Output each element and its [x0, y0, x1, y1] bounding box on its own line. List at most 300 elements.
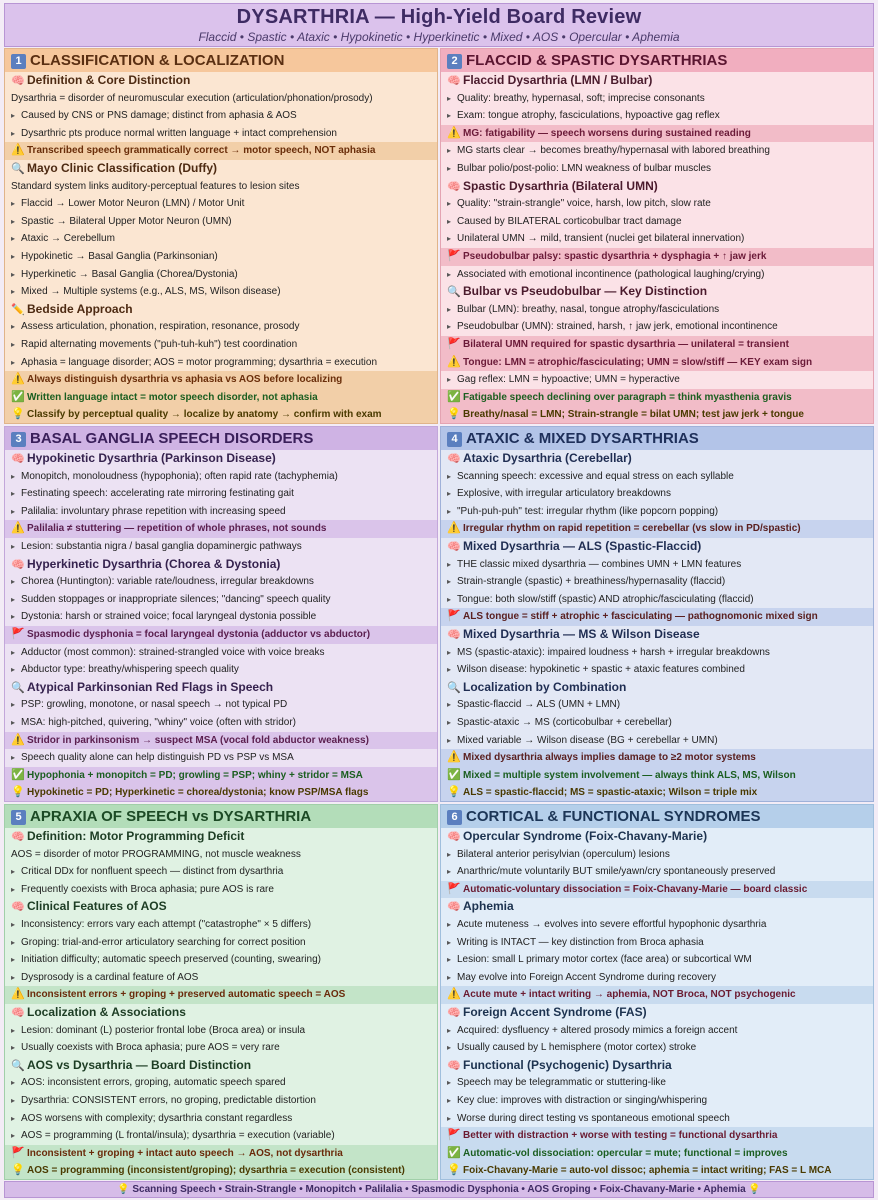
bullet-item	[5, 749, 437, 767]
row-text: Pseudobulbar palsy: spastic dysarthria + dysphagia + ↑ jaw jerk	[463, 250, 767, 262]
red-flag-icon: 🚩	[447, 337, 461, 350]
bullet-item	[5, 573, 437, 591]
bullet-item	[5, 934, 437, 952]
row-text: Spastic-flaccid → ALS (UMN + LMN)	[457, 699, 621, 711]
warning-icon: ⚠️	[11, 522, 25, 535]
bullet-item	[441, 951, 873, 969]
brain-icon: 🧠	[11, 75, 25, 87]
warning-icon: ⚠️	[447, 355, 461, 368]
section-heading	[441, 450, 873, 468]
section-heading	[441, 538, 873, 556]
row-text: Stridor in parkinsonism → suspect MSA (vocal fold abductor weakness)	[27, 734, 369, 746]
tip-callout	[5, 1162, 437, 1180]
panel-title	[441, 805, 873, 828]
row-text: Groping: trial-and-error articulatory searching for correct position	[21, 936, 306, 948]
warning-icon: ⚠️	[11, 988, 25, 1001]
section-heading	[5, 72, 437, 90]
warning-callout	[441, 608, 873, 626]
row-text: Mixed Dysarthria — MS & Wilson Disease	[463, 626, 700, 641]
warning-callout	[5, 142, 437, 160]
warning-icon: ⚠️	[11, 373, 25, 386]
check-icon: ✅	[11, 768, 25, 781]
bullet-item	[5, 125, 437, 143]
row-text: Ataxic → Cerebellum	[21, 233, 115, 245]
row-text: Spasmodic dysphonia = focal laryngeal dystonia (adductor vs abductor)	[27, 628, 371, 640]
row-text: Quality: "strain-strangle" voice, harsh, low pitch, slow rate	[457, 198, 711, 210]
check-callout	[441, 1145, 873, 1163]
bullet-item	[441, 1039, 873, 1057]
row-text: MSA: high-pitched, quivering, "whiny" voice (often with stridor)	[21, 716, 296, 728]
panel-title-text: CLASSIFICATION & LOCALIZATION	[30, 52, 285, 69]
row-text: Caused by CNS or PNS damage; distinct from aphasia & AOS	[21, 110, 297, 122]
bullet-item	[441, 846, 873, 864]
row-text: Functional (Psychogenic) Dysarthria	[463, 1057, 672, 1072]
warning-callout	[5, 371, 437, 389]
row-text: Rapid alternating movements ("puh-tuh-kuh") test coordination	[21, 338, 298, 350]
panel-number-badge: 1	[11, 54, 26, 69]
brain-icon: 🧠	[447, 628, 461, 641]
row-text: Lesion: dominant (L) posterior frontal lobe (Broca area) or insula	[21, 1024, 306, 1036]
warning-icon: ⚠️	[447, 522, 461, 535]
row-text: ALS tongue = stiff + atrophic + fasciculating — pathognomonic mixed sign	[463, 611, 818, 623]
bullet-item	[441, 468, 873, 486]
panel-title-text: ATAXIC & MIXED DYSARTHRIAS	[466, 430, 699, 447]
row-text: AOS = disorder of motor PROGRAMMING, not muscle weakness	[11, 848, 301, 860]
bullet-item	[441, 714, 873, 732]
row-text: Bulbar polio/post-polio: LMN weakness of bulbar muscles	[457, 162, 712, 174]
bullet-item	[441, 1022, 873, 1040]
page-subtitle: Flaccid • Spastic • Ataxic • Hypokinetic • Hyperkinetic • Mixed • AOS • Opercular • Aphemia	[198, 30, 680, 44]
row-text: Localization & Associations	[27, 1004, 186, 1019]
red-flag-icon: 🚩	[447, 249, 461, 262]
panel-classification	[4, 48, 438, 424]
warning-icon: ⚠️	[447, 988, 461, 1001]
row-text: Atypical Parkinsonian Red Flags in Speech	[27, 679, 274, 694]
row-text: Hypokinetic Dysarthria (Parkinson Disease)	[27, 451, 276, 465]
row-text: Hypophonia + monopitch = PD; growling = PSP; whiny + stridor = MSA	[27, 769, 363, 781]
brain-icon: 🧠	[11, 1006, 25, 1019]
row-text: Bulbar (LMN): breathy, nasal, tongue atrophy/fasciculations	[457, 303, 720, 315]
warning-callout	[441, 749, 873, 767]
row-text: Definition & Core Distinction	[27, 73, 191, 87]
panel-number-badge: 2	[447, 54, 462, 69]
section-heading	[441, 178, 873, 196]
section-heading	[441, 626, 873, 644]
bullet-item	[441, 1092, 873, 1110]
bullet-item	[441, 230, 873, 248]
bullet-item	[441, 107, 873, 125]
brain-icon: 🧠	[447, 901, 461, 914]
row-text: Mixed = multiple system involvement — always think ALS, MS, Wilson	[463, 769, 796, 781]
warning-icon: ⚠️	[11, 144, 25, 157]
bullet-item	[441, 591, 873, 609]
warning-callout	[5, 732, 437, 750]
section-heading	[5, 301, 437, 319]
section-heading	[5, 450, 437, 468]
brain-icon: 🧠	[447, 1059, 461, 1072]
panel-cortical-functional	[440, 804, 874, 1180]
bullet-item	[5, 1127, 437, 1145]
panel-title-text: BASAL GANGLIA SPEECH DISORDERS	[30, 430, 314, 447]
row-text: Classify by perceptual quality → localize by anatomy → confirm with exam	[27, 409, 382, 421]
row-text: Festinating speech: accelerating rate mirroring festinating gait	[21, 488, 294, 500]
bullet-item	[441, 195, 873, 213]
row-text: Usually coexists with Broca aphasia; pure AOS = very rare	[21, 1042, 280, 1054]
warning-callout	[441, 520, 873, 538]
section-heading	[5, 1004, 437, 1022]
check-icon: ✅	[447, 390, 461, 403]
bullet-item	[5, 195, 437, 213]
panel-title	[5, 49, 437, 72]
brain-icon: 🧠	[447, 540, 461, 553]
row-text: Standard system links auditory-perceptual features to lesion sites	[11, 180, 300, 192]
panel-number-badge: 3	[11, 432, 26, 447]
tip-callout	[5, 406, 437, 424]
panel-title	[441, 49, 873, 72]
row-text: Strain-strangle (spastic) + breathiness/hypernasality (flaccid)	[457, 576, 726, 588]
row-text: Tongue: both slow/stiff (spastic) AND atrophic/fasciculating (flaccid)	[457, 593, 754, 605]
check-icon: ✅	[447, 768, 461, 781]
row-text: Aphasia = language disorder; AOS = motor programming; dysarthria = execution	[21, 356, 378, 368]
pencil-icon: ✏️	[11, 303, 25, 316]
check-callout	[5, 767, 437, 785]
row-text: Wilson disease: hypokinetic + spastic + ataxic features combined	[457, 664, 745, 676]
panel-ataxic-mixed	[440, 426, 874, 802]
row-text: Worse during direct testing vs spontaneous emotional speech	[457, 1112, 730, 1124]
row-text: Lesion: substantia nigra / basal ganglia dopaminergic pathways	[21, 540, 302, 552]
bullet-item	[441, 371, 873, 389]
section-heading	[441, 283, 873, 301]
lightbulb-icon: 💡	[11, 408, 25, 421]
row-text: Mixed → Multiple systems (e.g., ALS, MS, Wilson disease)	[21, 286, 281, 298]
warning-callout	[441, 881, 873, 899]
row-text: Spastic → Bilateral Upper Motor Neuron (UMN)	[21, 215, 232, 227]
warning-callout	[441, 1127, 873, 1145]
brain-icon: 🧠	[11, 901, 25, 914]
bullet-item	[5, 1110, 437, 1128]
warning-callout	[5, 520, 437, 538]
warning-callout	[5, 986, 437, 1004]
bullet-item	[5, 969, 437, 987]
bullet-item	[5, 336, 437, 354]
bullet-item	[441, 90, 873, 108]
row-text: Bilateral anterior perisylvian (operculum) lesions	[457, 848, 670, 860]
check-callout	[441, 389, 873, 407]
check-callout	[5, 389, 437, 407]
row-text: Palilalia ≠ stuttering — repetition of whole phrases, not sounds	[27, 523, 327, 535]
row-text: Always distinguish dysarthria vs aphasia vs AOS before localizing	[27, 374, 343, 386]
row-text: Quality: breathy, hypernasal, soft; imprecise consonants	[457, 92, 705, 104]
row-text: Dysarthria = disorder of neuromuscular execution (articulation/phonation/prosody)	[11, 92, 373, 104]
bullet-item	[441, 732, 873, 750]
bullet-item	[441, 503, 873, 521]
bullet-item	[441, 573, 873, 591]
row-text: AOS = programming (inconsistent/groping); dysarthria = execution (consistent)	[27, 1165, 405, 1177]
bullet-item	[441, 213, 873, 231]
bullet-item	[5, 644, 437, 662]
lightbulb-icon: 💡	[447, 408, 461, 421]
magnifier-icon: 🔍	[11, 1059, 25, 1072]
bullet-item	[5, 1092, 437, 1110]
bullet-item	[5, 283, 437, 301]
check-icon: ✅	[11, 390, 25, 403]
section-heading	[5, 1057, 437, 1075]
row-text: Acute muteness → evolves into severe effortful hypophonic dysarthria	[457, 918, 767, 930]
row-text: Anarthric/mute voluntarily BUT smile/yawn/cry spontaneously preserved	[457, 866, 776, 878]
warning-callout	[441, 354, 873, 372]
bullet-item	[5, 661, 437, 679]
row-text: Pseudobulbar (UMN): strained, harsh, ↑ jaw jerk, emotional incontinence	[457, 321, 778, 333]
panel-flaccid-spastic	[440, 48, 874, 424]
bullet-item	[5, 354, 437, 372]
bullet-item	[441, 160, 873, 178]
tip-callout	[441, 784, 873, 802]
row-text: Dysprosody is a cardinal feature of AOS	[21, 971, 199, 983]
row-text: Foreign Accent Syndrome (FAS)	[463, 1004, 647, 1019]
bullet-item	[5, 107, 437, 125]
bullet-item	[441, 1110, 873, 1128]
row-text: Initiation difficulty; automatic speech preserved (counting, swearing)	[21, 954, 321, 966]
row-text: ALS = spastic-flaccid; MS = spastic-ataxic; Wilson = triple mix	[463, 787, 758, 799]
panel-title	[5, 427, 437, 450]
row-text: MG starts clear → becomes breathy/hypernasal with labored breathing	[457, 145, 770, 157]
section-heading	[5, 160, 437, 178]
row-text: Associated with emotional incontinence (pathological laughing/crying)	[457, 268, 765, 280]
row-text: Mayo Clinic Classification (Duffy)	[27, 160, 218, 175]
row-text: Key clue: improves with distraction or singing/whispering	[457, 1094, 708, 1106]
check-icon: ✅	[447, 1146, 461, 1159]
row-text: MS (spastic-ataxic): impaired loudness + harsh + irregular breakdowns	[457, 646, 770, 658]
bullet-item	[5, 230, 437, 248]
row-text: Spastic-ataxic → MS (corticobulbar + cerebellar)	[457, 716, 672, 728]
row-text: Transcribed speech grammatically correct → motor speech, NOT aphasia	[27, 145, 376, 157]
row-text: Scanning speech: excessive and equal stress on each syllable	[457, 470, 734, 482]
row-text: Flaccid → Lower Motor Neuron (LMN) / Motor Unit	[21, 198, 245, 210]
bullet-item	[5, 714, 437, 732]
section-heading	[5, 556, 437, 574]
bullet-item	[441, 661, 873, 679]
section-heading	[441, 898, 873, 916]
bullet-item	[5, 538, 437, 556]
bullet-item	[5, 916, 437, 934]
brain-icon: 🧠	[447, 75, 461, 87]
row-text: Chorea (Huntington): variable rate/loudness, irregular breakdowns	[21, 576, 314, 588]
row-text: Usually caused by L hemisphere (motor cortex) stroke	[457, 1042, 697, 1054]
row-text: Hyperkinetic Dysarthria (Chorea & Dystonia)	[27, 556, 281, 571]
row-text: Tongue: LMN = atrophic/fasciculating; UMN = slow/stiff — KEY exam sign	[463, 356, 813, 368]
brain-icon: 🧠	[447, 1006, 461, 1019]
bullet-item	[5, 1039, 437, 1057]
row-text: Hypokinetic → Basal Ganglia (Parkinsonian)	[21, 250, 218, 262]
tip-callout	[5, 784, 437, 802]
section-heading	[5, 898, 437, 916]
panel-basal-ganglia	[4, 426, 438, 802]
row-text: Spastic Dysarthria (Bilateral UMN)	[463, 178, 658, 193]
section-heading	[441, 72, 873, 90]
row-text: Better with distraction + worse with testing = functional dysarthria	[463, 1130, 778, 1142]
brain-icon: 🧠	[11, 558, 25, 571]
paragraph	[5, 178, 437, 196]
bullet-item	[5, 881, 437, 899]
bullet-item	[441, 969, 873, 987]
red-flag-icon: 🚩	[447, 610, 461, 623]
section-heading	[441, 1057, 873, 1075]
row-text: Bulbar vs Pseudobulbar — Key Distinction	[463, 284, 708, 299]
row-text: Speech quality alone can help distinguish PD vs PSP vs MSA	[21, 752, 294, 764]
row-text: Automatic-voluntary dissociation = Foix-Chavany-Marie — board classic	[463, 883, 808, 895]
panel-number-badge: 5	[11, 810, 26, 825]
row-text: Inconsistency: errors vary each attempt ("catastrophe" × 5 differs)	[21, 918, 312, 930]
brain-icon: 🧠	[11, 831, 25, 843]
row-text: AOS = programming (L frontal/insula); dysarthria = execution (variable)	[21, 1130, 335, 1142]
panel-title-text: CORTICAL & FUNCTIONAL SYNDROMES	[466, 808, 761, 825]
bullet-item	[5, 213, 437, 231]
row-text: Inconsistent errors + groping + preserved automatic speech = AOS	[27, 989, 346, 1001]
brain-icon: 🧠	[11, 453, 25, 465]
red-flag-icon: 🚩	[11, 1146, 25, 1159]
bullet-item	[5, 248, 437, 266]
row-text: Mixed dysarthria always implies damage to ≥2 motor systems	[463, 752, 756, 764]
row-text: Flaccid Dysarthria (LMN / Bulbar)	[463, 73, 653, 87]
lightbulb-icon: 💡	[447, 1164, 461, 1177]
row-text: Automatic-vol dissociation: opercular = mute; functional = improves	[463, 1147, 788, 1159]
row-text: Speech may be telegrammatic or stuttering-like	[457, 1077, 666, 1089]
warning-callout	[441, 986, 873, 1004]
row-text: AOS vs Dysarthria — Board Distinction	[27, 1057, 252, 1072]
panel-title	[5, 805, 437, 828]
page-header	[4, 3, 874, 47]
row-text: Foix-Chavany-Marie = auto-vol dissoc; aphemia = intact writing; FAS = L MCA	[463, 1165, 832, 1177]
magnifier-icon: 🔍	[447, 681, 461, 694]
footer-banner: 💡 Scanning Speech • Strain-Strangle • Monopitch • Palilalia • Spasmodic Dysphonia • AOS Groping • Foix-Chavany-Marie • Aphemia 💡	[4, 1181, 874, 1198]
row-text: PSP: growling, monotone, or nasal speech → not typical PD	[21, 699, 288, 711]
tip-callout	[441, 1162, 873, 1180]
bullet-item	[441, 485, 873, 503]
row-text: Localization by Combination	[463, 679, 627, 694]
lightbulb-icon: 💡	[11, 786, 25, 799]
warning-icon: ⚠️	[447, 751, 461, 764]
row-text: Mixed variable → Wilson disease (BG + cerebellar + UMN)	[457, 734, 718, 746]
bullet-item	[441, 644, 873, 662]
row-text: Hypokinetic = PD; Hyperkinetic = chorea/dystonia; know PSP/MSA flags	[27, 787, 369, 799]
row-text: Acquired: dysfluency + altered prosody mimics a foreign accent	[457, 1024, 738, 1036]
page-title: DYSARTHRIA — High-Yield Board Review	[236, 6, 642, 28]
row-text: "Puh-puh-puh" test: irregular rhythm (like popcorn popping)	[457, 505, 719, 517]
row-text: Ataxic Dysarthria (Cerebellar)	[463, 451, 632, 465]
bullet-item	[5, 1022, 437, 1040]
red-flag-icon: 🚩	[447, 1129, 461, 1142]
row-text: AOS worsens with complexity; dysarthria constant regardless	[21, 1112, 293, 1124]
bullet-item	[441, 916, 873, 934]
row-text: Sudden stoppages or inappropriate silences; "dancing" speech quality	[21, 593, 331, 605]
row-text: Breathy/nasal = LMN; Strain-strangle = bilat UMN; test jaw jerk + tongue	[463, 409, 804, 421]
row-text: Writing is INTACT — key distinction from Broca aphasia	[457, 936, 704, 948]
bullet-item	[441, 556, 873, 574]
bullet-item	[5, 608, 437, 626]
row-text: Definition: Motor Programming Deficit	[27, 829, 245, 843]
warning-callout	[441, 336, 873, 354]
bullet-item	[5, 485, 437, 503]
section-heading	[5, 828, 437, 846]
row-text: Frequently coexists with Broca aphasia; pure AOS is rare	[21, 883, 274, 895]
magnifier-icon: 🔍	[11, 162, 25, 175]
row-text: Bedside Approach	[27, 301, 133, 316]
red-flag-icon: 🚩	[447, 882, 461, 895]
bullet-item	[5, 696, 437, 714]
row-text: Dystonia: harsh or strained voice; focal laryngeal dystonia possible	[21, 611, 317, 623]
panel-number-badge: 6	[447, 810, 462, 825]
bullet-item	[441, 266, 873, 284]
warning-callout	[5, 1145, 437, 1163]
warning-callout	[441, 248, 873, 266]
warning-callout	[441, 125, 873, 143]
check-callout	[441, 767, 873, 785]
bullet-item	[5, 951, 437, 969]
bullet-item	[441, 318, 873, 336]
row-text: Assess articulation, phonation, respiration, resonance, prosody	[21, 321, 300, 333]
bullet-item	[5, 1074, 437, 1092]
section-heading	[441, 828, 873, 846]
row-text: THE classic mixed dysarthria — combines UMN + LMN features	[457, 558, 742, 570]
row-text: Bilateral UMN required for spastic dysarthria — unilateral = transient	[463, 338, 789, 350]
bullet-item	[441, 142, 873, 160]
red-flag-icon: 🚩	[11, 627, 25, 640]
panel-apraxia	[4, 804, 438, 1180]
row-text: Dysarthria: CONSISTENT errors, no groping, predictable distortion	[21, 1094, 316, 1106]
bullet-item	[5, 863, 437, 881]
bullet-item	[441, 863, 873, 881]
panel-title-text: FLACCID & SPASTIC DYSARTHRIAS	[466, 52, 728, 69]
row-text: Explosive, with irregular articulatory breakdowns	[457, 488, 671, 500]
paragraph	[5, 90, 437, 108]
bullet-item	[5, 468, 437, 486]
lightbulb-icon: 💡	[447, 786, 461, 799]
row-text: Opercular Syndrome (Foix-Chavany-Marie)	[463, 829, 708, 843]
panel-title	[441, 427, 873, 450]
row-text: Dysarthric pts produce normal written language + intact comprehension	[21, 127, 337, 139]
row-text: AOS: inconsistent errors, groping, automatic speech spared	[21, 1077, 286, 1089]
row-text: Palilalia: involuntary phrase repetition with increasing speed	[21, 505, 286, 517]
panel-number-badge: 4	[447, 432, 462, 447]
tip-callout	[441, 406, 873, 424]
row-text: Caused by BILATERAL corticobulbar tract damage	[457, 215, 682, 227]
row-text: Inconsistent + groping + intact auto speech → AOS, not dysarthria	[27, 1147, 343, 1159]
row-text: Critical DDx for nonfluent speech — distinct from dysarthria	[21, 866, 284, 878]
brain-icon: 🧠	[447, 180, 461, 193]
warning-icon: ⚠️	[11, 733, 25, 746]
row-text: Adductor (most common): strained-strangled voice with voice breaks	[21, 646, 325, 658]
row-text: Exam: tongue atrophy, fasciculations, hypoactive gag reflex	[457, 110, 720, 122]
row-text: Acute mute + intact writing → aphemia, NOT Broca, NOT psychogenic	[463, 989, 796, 1001]
row-text: Unilateral UMN → mild, transient (nuclei get bilateral innervation)	[457, 233, 745, 245]
row-text: Fatigable speech declining over paragraph = think myasthenia gravis	[463, 391, 792, 403]
warning-icon: ⚠️	[447, 126, 461, 139]
bullet-item	[5, 503, 437, 521]
magnifier-icon: 🔍	[11, 681, 25, 694]
row-text: Mixed Dysarthria — ALS (Spastic-Flaccid)	[463, 538, 702, 553]
bullet-item	[441, 696, 873, 714]
bullet-item	[5, 318, 437, 336]
brain-icon: 🧠	[447, 453, 461, 465]
bullet-item	[5, 266, 437, 284]
row-text: Aphemia	[463, 899, 514, 914]
row-text: Abductor type: breathy/whispering speech quality	[21, 664, 239, 676]
row-text: Monopitch, monoloudness (hypophonia); often rapid rate (tachyphemia)	[21, 470, 338, 482]
row-text: MG: fatigability — speech worsens during sustained reading	[463, 127, 751, 139]
row-text: Written language intact = motor speech disorder, not aphasia	[27, 391, 318, 403]
row-text: May evolve into Foreign Accent Syndrome during recovery	[457, 971, 717, 983]
section-heading	[441, 679, 873, 697]
